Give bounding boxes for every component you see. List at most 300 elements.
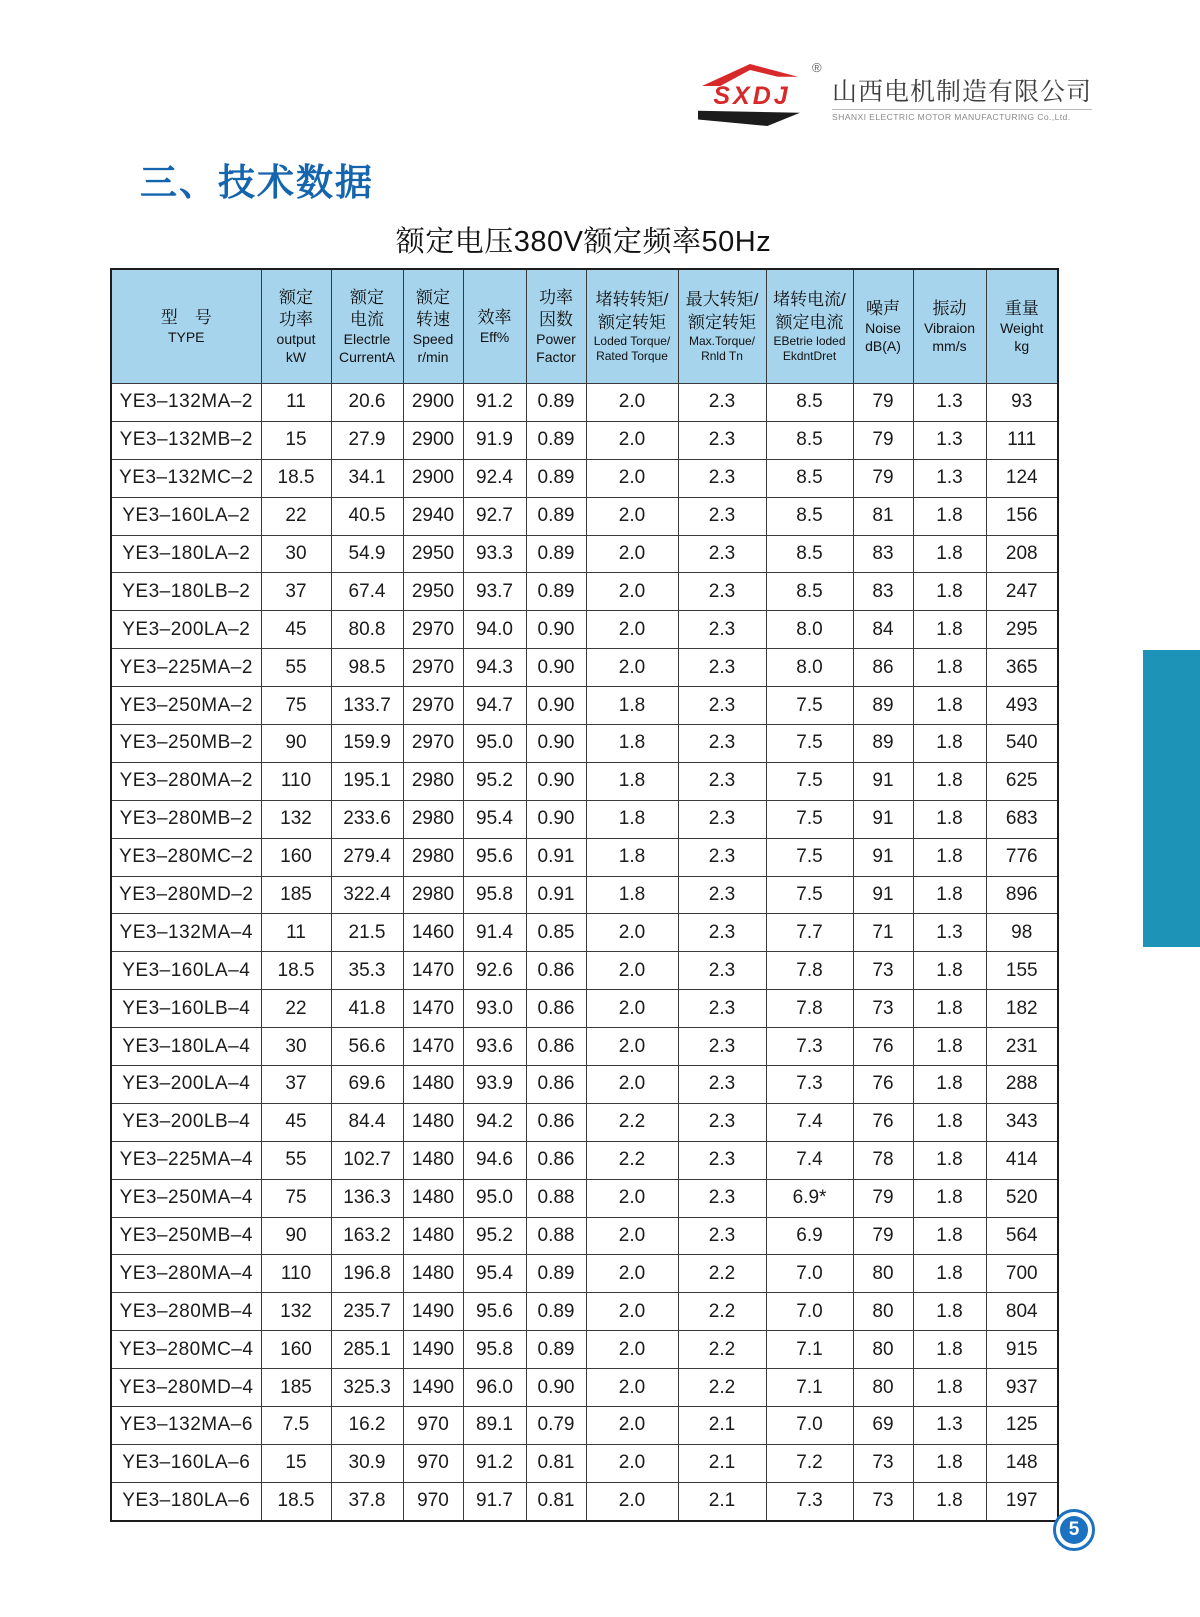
value-cell: 970 (403, 1444, 463, 1482)
value-cell: 8.0 (766, 611, 853, 649)
value-cell: 84 (853, 611, 913, 649)
value-cell: 11 (261, 384, 331, 422)
value-cell: 89.1 (463, 1407, 526, 1445)
column-header: 功率 因数 Power Factor (526, 269, 586, 384)
value-cell: 8.5 (766, 497, 853, 535)
value-cell: 1.8 (913, 573, 986, 611)
value-cell: 7.3 (766, 1066, 853, 1104)
value-cell: 1480 (403, 1141, 463, 1179)
value-cell: 155 (986, 952, 1058, 990)
value-cell: 2.0 (586, 459, 678, 497)
value-cell: 8.5 (766, 573, 853, 611)
model-cell: YE3–200LB–4 (111, 1103, 261, 1141)
value-cell: 69.6 (331, 1066, 403, 1104)
value-cell: 132 (261, 1293, 331, 1331)
value-cell: 0.89 (526, 384, 586, 422)
value-cell: 37.8 (331, 1482, 403, 1520)
value-cell: 84.4 (331, 1103, 403, 1141)
value-cell: 700 (986, 1255, 1058, 1293)
value-cell: 2970 (403, 725, 463, 763)
model-cell: YE3–132MA–4 (111, 914, 261, 952)
value-cell: 1.8 (913, 876, 986, 914)
value-cell: 2.3 (678, 952, 766, 990)
value-cell: 2.2 (586, 1141, 678, 1179)
value-cell: 0.88 (526, 1217, 586, 1255)
value-cell: 27.9 (331, 421, 403, 459)
value-cell: 2.2 (678, 1293, 766, 1331)
spec-table-header-row (111, 269, 1058, 384)
value-cell: 92.4 (463, 459, 526, 497)
value-cell: 185 (261, 1369, 331, 1407)
value-cell: 94.3 (463, 649, 526, 687)
value-cell: 133.7 (331, 687, 403, 725)
value-cell: 1490 (403, 1331, 463, 1369)
value-cell: 1.8 (586, 762, 678, 800)
value-cell: 915 (986, 1331, 1058, 1369)
value-cell: 343 (986, 1103, 1058, 1141)
value-cell: 7.2 (766, 1444, 853, 1482)
value-cell: 95.6 (463, 1293, 526, 1331)
value-cell: 1.8 (913, 762, 986, 800)
value-cell: 2.1 (678, 1444, 766, 1482)
value-cell: 0.79 (526, 1407, 586, 1445)
value-cell: 2.3 (678, 725, 766, 763)
value-cell: 493 (986, 687, 1058, 725)
model-cell: YE3–132MA–6 (111, 1407, 261, 1445)
value-cell: 2980 (403, 762, 463, 800)
model-cell: YE3–160LA–6 (111, 1444, 261, 1482)
value-cell: 76 (853, 1028, 913, 1066)
value-cell: 2.2 (678, 1331, 766, 1369)
value-cell: 91.9 (463, 421, 526, 459)
value-cell: 2.0 (586, 535, 678, 573)
table-row (111, 1028, 1058, 1066)
value-cell: 95.0 (463, 1179, 526, 1217)
value-cell: 78 (853, 1141, 913, 1179)
table-row (111, 1103, 1058, 1141)
value-cell: 22 (261, 990, 331, 1028)
registered-trademark-icon: ® (812, 60, 822, 75)
model-cell: YE3–160LA–4 (111, 952, 261, 990)
value-cell: 1.8 (586, 800, 678, 838)
value-cell: 625 (986, 762, 1058, 800)
value-cell: 2980 (403, 838, 463, 876)
table-row (111, 952, 1058, 990)
value-cell: 7.1 (766, 1331, 853, 1369)
value-cell: 95.0 (463, 725, 526, 763)
value-cell: 6.9 (766, 1217, 853, 1255)
value-cell: 1.8 (913, 1179, 986, 1217)
value-cell: 18.5 (261, 459, 331, 497)
table-row (111, 800, 1058, 838)
value-cell: 2970 (403, 687, 463, 725)
value-cell: 185 (261, 876, 331, 914)
value-cell: 124 (986, 459, 1058, 497)
value-cell: 90 (261, 1217, 331, 1255)
value-cell: 91 (853, 838, 913, 876)
value-cell: 2.3 (678, 762, 766, 800)
value-cell: 2.0 (586, 990, 678, 1028)
table-row (111, 838, 1058, 876)
value-cell: 1.8 (913, 1482, 986, 1520)
value-cell: 2.3 (678, 573, 766, 611)
column-header: 重量 Weight kg (986, 269, 1058, 384)
table-row (111, 421, 1058, 459)
value-cell: 1460 (403, 914, 463, 952)
value-cell: 7.5 (261, 1407, 331, 1445)
value-cell: 0.91 (526, 838, 586, 876)
table-row (111, 1444, 1058, 1482)
value-cell: 83 (853, 573, 913, 611)
value-cell: 2.0 (586, 649, 678, 687)
value-cell: 776 (986, 838, 1058, 876)
value-cell: 7.0 (766, 1255, 853, 1293)
value-cell: 2.3 (678, 1103, 766, 1141)
value-cell: 1470 (403, 990, 463, 1028)
value-cell: 18.5 (261, 952, 331, 990)
value-cell: 110 (261, 762, 331, 800)
value-cell: 93.9 (463, 1066, 526, 1104)
value-cell: 1.3 (913, 384, 986, 422)
value-cell: 2950 (403, 573, 463, 611)
value-cell: 2.0 (586, 1293, 678, 1331)
side-tab-marker (1143, 650, 1200, 947)
value-cell: 0.85 (526, 914, 586, 952)
value-cell: 0.90 (526, 762, 586, 800)
table-row (111, 762, 1058, 800)
value-cell: 94.2 (463, 1103, 526, 1141)
value-cell: 2.0 (586, 421, 678, 459)
value-cell: 365 (986, 649, 1058, 687)
value-cell: 1490 (403, 1293, 463, 1331)
model-cell: YE3–132MC–2 (111, 459, 261, 497)
value-cell: 148 (986, 1444, 1058, 1482)
value-cell: 2.0 (586, 1066, 678, 1104)
value-cell: 0.89 (526, 573, 586, 611)
value-cell: 7.8 (766, 990, 853, 1028)
value-cell: 0.88 (526, 1179, 586, 1217)
value-cell: 22 (261, 497, 331, 535)
value-cell: 2.2 (586, 1103, 678, 1141)
value-cell: 2.0 (586, 1217, 678, 1255)
value-cell: 2.3 (678, 1028, 766, 1066)
logo-abbr: SXDJ (713, 82, 791, 110)
value-cell: 0.91 (526, 876, 586, 914)
value-cell: 1480 (403, 1255, 463, 1293)
value-cell: 8.0 (766, 649, 853, 687)
value-cell: 159.9 (331, 725, 403, 763)
value-cell: 1.8 (913, 1217, 986, 1255)
value-cell: 0.86 (526, 1141, 586, 1179)
table-row (111, 649, 1058, 687)
value-cell: 1480 (403, 1066, 463, 1104)
value-cell: 0.90 (526, 687, 586, 725)
value-cell: 414 (986, 1141, 1058, 1179)
value-cell: 98 (986, 914, 1058, 952)
column-header: 额定 电流 Electrle CurrentA (331, 269, 403, 384)
value-cell: 1.8 (913, 990, 986, 1028)
value-cell: 73 (853, 1482, 913, 1520)
value-cell: 2.0 (586, 914, 678, 952)
logo-swoosh-shape (698, 109, 800, 126)
value-cell: 55 (261, 1141, 331, 1179)
value-cell: 7.0 (766, 1407, 853, 1445)
value-cell: 7.5 (766, 725, 853, 763)
value-cell: 89 (853, 687, 913, 725)
value-cell: 235.7 (331, 1293, 403, 1331)
value-cell: 6.9* (766, 1179, 853, 1217)
table-row (111, 1141, 1058, 1179)
model-cell: YE3–280MD–4 (111, 1369, 261, 1407)
value-cell: 91 (853, 762, 913, 800)
table-row (111, 914, 1058, 952)
value-cell: 2.1 (678, 1482, 766, 1520)
value-cell: 0.89 (526, 1331, 586, 1369)
value-cell: 71 (853, 914, 913, 952)
value-cell: 7.4 (766, 1141, 853, 1179)
table-row (111, 1066, 1058, 1104)
value-cell: 8.5 (766, 421, 853, 459)
table-row (111, 1482, 1058, 1520)
value-cell: 7.8 (766, 952, 853, 990)
spec-table-body (111, 384, 1058, 1521)
value-cell: 0.90 (526, 800, 586, 838)
value-cell: 2.0 (586, 1255, 678, 1293)
value-cell: 1.8 (913, 838, 986, 876)
value-cell: 18.5 (261, 1482, 331, 1520)
value-cell: 2.3 (678, 535, 766, 573)
value-cell: 2.0 (586, 573, 678, 611)
value-cell: 0.89 (526, 497, 586, 535)
value-cell: 2.3 (678, 838, 766, 876)
sxdj-logo-icon (698, 60, 822, 128)
model-cell: YE3–280MC–2 (111, 838, 261, 876)
value-cell: 75 (261, 687, 331, 725)
model-cell: YE3–180LA–2 (111, 535, 261, 573)
value-cell: 1.3 (913, 1407, 986, 1445)
value-cell: 2.0 (586, 1331, 678, 1369)
value-cell: 233.6 (331, 800, 403, 838)
column-header: 堵转电流/ 额定电流 EBetrie loded EkdntDret (766, 269, 853, 384)
value-cell: 0.90 (526, 1369, 586, 1407)
value-cell: 20.6 (331, 384, 403, 422)
table-row (111, 459, 1058, 497)
company-logo (698, 60, 1093, 128)
value-cell: 95.8 (463, 1331, 526, 1369)
value-cell: 79 (853, 1217, 913, 1255)
column-header: 堵转转矩/ 额定转矩 Loded Torque/ Rated Torque (586, 269, 678, 384)
value-cell: 95.4 (463, 1255, 526, 1293)
table-row (111, 1179, 1058, 1217)
value-cell: 2900 (403, 421, 463, 459)
value-cell: 0.89 (526, 421, 586, 459)
model-cell: YE3–180LB–2 (111, 573, 261, 611)
value-cell: 279.4 (331, 838, 403, 876)
value-cell: 7.5 (766, 838, 853, 876)
table-row (111, 990, 1058, 1028)
value-cell: 2.0 (586, 1482, 678, 1520)
value-cell: 45 (261, 1103, 331, 1141)
table-row (111, 611, 1058, 649)
value-cell: 2.3 (678, 1217, 766, 1255)
value-cell: 30 (261, 535, 331, 573)
value-cell: 285.1 (331, 1331, 403, 1369)
value-cell: 1.8 (913, 952, 986, 990)
value-cell: 37 (261, 573, 331, 611)
value-cell: 92.6 (463, 952, 526, 990)
value-cell: 1.8 (913, 1255, 986, 1293)
value-cell: 111 (986, 421, 1058, 459)
value-cell: 540 (986, 725, 1058, 763)
value-cell: 21.5 (331, 914, 403, 952)
value-cell: 1480 (403, 1179, 463, 1217)
value-cell: 182 (986, 990, 1058, 1028)
value-cell: 1.8 (586, 838, 678, 876)
value-cell: 937 (986, 1369, 1058, 1407)
value-cell: 94.6 (463, 1141, 526, 1179)
value-cell: 2.3 (678, 876, 766, 914)
value-cell: 1.8 (913, 800, 986, 838)
column-header: 噪声 Noise dB(A) (853, 269, 913, 384)
value-cell: 7.0 (766, 1293, 853, 1331)
value-cell: 8.5 (766, 535, 853, 573)
value-cell: 91.2 (463, 384, 526, 422)
value-cell: 91 (853, 800, 913, 838)
value-cell: 73 (853, 990, 913, 1028)
value-cell: 2.0 (586, 384, 678, 422)
table-row (111, 384, 1058, 422)
value-cell: 0.90 (526, 611, 586, 649)
value-cell: 125 (986, 1407, 1058, 1445)
value-cell: 1.8 (913, 1444, 986, 1482)
value-cell: 7.5 (766, 800, 853, 838)
value-cell: 1.8 (913, 1369, 986, 1407)
value-cell: 0.81 (526, 1444, 586, 1482)
value-cell: 2.3 (678, 384, 766, 422)
value-cell: 1.3 (913, 914, 986, 952)
value-cell: 73 (853, 1444, 913, 1482)
model-cell: YE3–180LA–6 (111, 1482, 261, 1520)
value-cell: 15 (261, 421, 331, 459)
model-cell: YE3–225MA–2 (111, 649, 261, 687)
value-cell: 91.4 (463, 914, 526, 952)
value-cell: 2.2 (678, 1255, 766, 1293)
value-cell: 804 (986, 1293, 1058, 1331)
page-number: 5 (1060, 1516, 1088, 1544)
value-cell: 7.5 (766, 762, 853, 800)
value-cell: 288 (986, 1066, 1058, 1104)
value-cell: 7.3 (766, 1482, 853, 1520)
value-cell: 160 (261, 1331, 331, 1369)
table-title: 额定电压380V额定频率50Hz (395, 226, 772, 258)
value-cell: 30 (261, 1028, 331, 1066)
value-cell: 81 (853, 497, 913, 535)
value-cell: 2.3 (678, 1141, 766, 1179)
value-cell: 2.3 (678, 497, 766, 535)
value-cell: 2.0 (586, 497, 678, 535)
model-cell: YE3–250MB–2 (111, 725, 261, 763)
value-cell: 0.90 (526, 725, 586, 763)
model-cell: YE3–200LA–2 (111, 611, 261, 649)
value-cell: 2900 (403, 459, 463, 497)
model-cell: YE3–280MC–4 (111, 1331, 261, 1369)
value-cell: 79 (853, 384, 913, 422)
value-cell: 1.8 (913, 725, 986, 763)
value-cell: 7.1 (766, 1369, 853, 1407)
value-cell: 132 (261, 800, 331, 838)
value-cell: 1490 (403, 1369, 463, 1407)
value-cell: 0.89 (526, 1255, 586, 1293)
value-cell: 95.2 (463, 762, 526, 800)
value-cell: 1.8 (913, 1103, 986, 1141)
table-row (111, 1369, 1058, 1407)
value-cell: 2.3 (678, 687, 766, 725)
model-cell: YE3–200LA–4 (111, 1066, 261, 1104)
value-cell: 1.3 (913, 421, 986, 459)
value-cell: 37 (261, 1066, 331, 1104)
value-cell: 40.5 (331, 497, 403, 535)
value-cell: 325.3 (331, 1369, 403, 1407)
model-cell: YE3–280MA–2 (111, 762, 261, 800)
value-cell: 96.0 (463, 1369, 526, 1407)
value-cell: 322.4 (331, 876, 403, 914)
model-cell: YE3–250MA–4 (111, 1179, 261, 1217)
value-cell: 1.8 (913, 1066, 986, 1104)
model-cell: YE3–280MA–4 (111, 1255, 261, 1293)
value-cell: 0.86 (526, 952, 586, 990)
column-header: 效率 Eff% (463, 269, 526, 384)
value-cell: 91.2 (463, 1444, 526, 1482)
table-row (111, 1407, 1058, 1445)
column-header: 振动 Vibraion mm/s (913, 269, 986, 384)
value-cell: 56.6 (331, 1028, 403, 1066)
value-cell: 231 (986, 1028, 1058, 1066)
model-cell: YE3–225MA–4 (111, 1141, 261, 1179)
value-cell: 1.8 (913, 497, 986, 535)
value-cell: 2.3 (678, 1179, 766, 1217)
value-cell: 7.3 (766, 1028, 853, 1066)
value-cell: 86 (853, 649, 913, 687)
value-cell: 76 (853, 1066, 913, 1104)
company-name-en: SHANXI ELECTRIC MOTOR MANUFACTURING Co.,Ltd. (832, 109, 1092, 122)
value-cell: 75 (261, 1179, 331, 1217)
value-cell: 2940 (403, 497, 463, 535)
table-row (111, 687, 1058, 725)
value-cell: 0.81 (526, 1482, 586, 1520)
value-cell: 2.0 (586, 1179, 678, 1217)
value-cell: 2.0 (586, 1444, 678, 1482)
value-cell: 2900 (403, 384, 463, 422)
value-cell: 197 (986, 1482, 1058, 1520)
value-cell: 2.0 (586, 1407, 678, 1445)
value-cell: 92.7 (463, 497, 526, 535)
model-cell: YE3–280MB–4 (111, 1293, 261, 1331)
value-cell: 55 (261, 649, 331, 687)
column-header: 额定 转速 Speed r/min (403, 269, 463, 384)
value-cell: 1470 (403, 952, 463, 990)
value-cell: 2.3 (678, 1066, 766, 1104)
value-cell: 1470 (403, 1028, 463, 1066)
value-cell: 79 (853, 421, 913, 459)
value-cell: 0.89 (526, 459, 586, 497)
value-cell: 2.3 (678, 459, 766, 497)
model-cell: YE3–160LB–4 (111, 990, 261, 1028)
value-cell: 94.0 (463, 611, 526, 649)
value-cell: 102.7 (331, 1141, 403, 1179)
value-cell: 90 (261, 725, 331, 763)
value-cell: 80 (853, 1331, 913, 1369)
value-cell: 2.3 (678, 421, 766, 459)
